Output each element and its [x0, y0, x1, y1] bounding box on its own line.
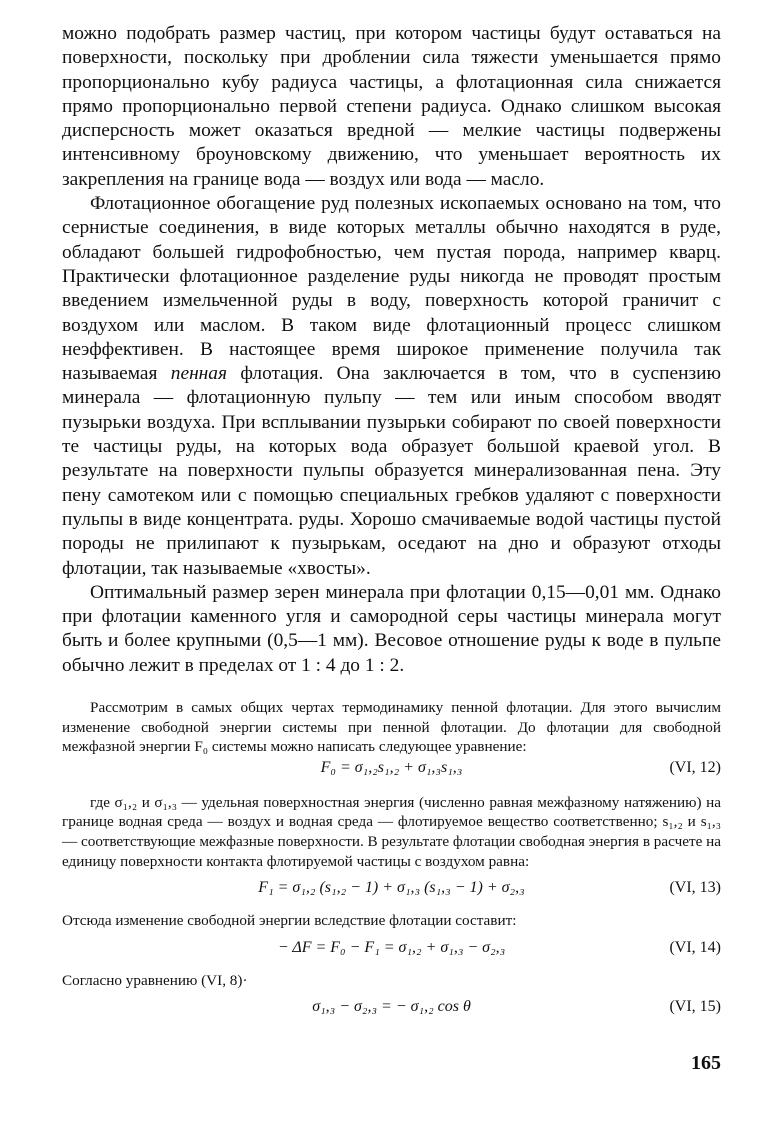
paragraph-2 [62, 192, 721, 581]
equation-vi-14-number: (VI, 14) [669, 938, 721, 956]
equation-vi-12-number: (VI, 12) [669, 758, 721, 776]
page-body [62, 22, 721, 1024]
paragraph-1: можно подобрать размер частиц, при котором частицы будут оставаться на поверхности, поскольку при дроблении сила тяжести уменьшается прямо пропорционально кубу радиуса частицы, а флотационная сила снижается прямо пропорционально первой степени радиуса. Однако слишком высокая дисперсность может оказаться вредной — мелкие частицы подвержены интенсивному броуновскому движению, что уменьшает вероятность их закрепления на границе вода — воздух или вода — масло. [62, 23, 721, 190]
small-print-section [62, 698, 721, 1024]
equation-vi-15-number: (VI, 15) [669, 998, 721, 1016]
equation-vi-13-expr: F₁ = σ₁,₂ (s₁,₂ − 1) + σ₁,₃ (s₁,₃ − 1) + σ₂,₃ [258, 879, 525, 897]
equation-vi-15 [62, 990, 721, 1024]
small-paragraph-3: Отсюда изменение свободной энергии вследствие флотации составит: [62, 912, 517, 930]
equation-vi-14 [62, 931, 721, 965]
equation-vi-14-expr: − ΔF = F₀ − F₁ = σ₁,₂ + σ₁,₃ − σ₂,₃ [277, 938, 506, 956]
equation-vi-15-expr: σ₁,₃ − σ₂,₃ = − σ₁,₂ cos θ [312, 998, 471, 1016]
page-number: 165 [691, 1052, 721, 1074]
small-paragraph-4: Согласно уравнению (VI, 8)· [62, 971, 248, 989]
small-paragraph-2: где σ₁,₂ и σ₁,₃ — удельная поверхностная энергия (численно равная межфазному натяжению) на границе водная среда — воздух и водная среда — флотируемое вещество соответственно; s₁,₂ и s₁,₃ — соответствующие межфазные поверхности. В результате флотации свободная энергия в расчете на единицу поверхности контакта флотируемой частицы с воздухом равна: [62, 793, 721, 870]
paragraph-2-part-b: флотация. Она заключается в том, что в суспензию минерала — флотационную пульпу — тем или иным способом вводят пузырьки воздуха. При всплывании пузырьки собирают по своей поверхности те частицы руды, на которых вода образует большой краевой угол. В результате на поверхности пульпы образуется минерализованная пена. Эту пену самотеком или с помощью специальных гребков удаляют с поверхности пульпы в виде концентрата. руды. Хорошо смачиваемые водой частицы пустой породы не прилипают к пузырькам, оседают на дно и образуют отходы флотации, так называемые «хвосты». [62, 363, 721, 579]
equation-vi-13-number: (VI, 13) [669, 879, 721, 897]
equation-vi-13 [62, 871, 721, 905]
paragraph-3: Оптимальный размер зерен минерала при флотации 0,15—0,01 мм. Однако при флотации каменного угля и самородной серы частицы минерала могут быть и более крупными (0,5—1 мм). Весовое отношение руды к воде в пульпе обычно лежит в пределах от 1 : 4 до 1 : 2. [62, 581, 721, 676]
equation-vi-12-expr: F₀ = σ₁,₂s₁,₂ + σ₁,₃s₁,₃ [320, 758, 463, 776]
paragraph-2-part-a: Флотационное обогащение руд полезных ископаемых основано на том, что сернистые соединения, в виде которых металлы обычно находятся в руде, обладают большей гидрофобностью, чем пустая порода, например кварц. Практически флотационное разделение руды никогда не проводят простым введением измельченной руды в воду, поверхность которой граничит с воздухом или маслом. В таком виде флотационный процесс слишком неэффективен. В настоящее время широкое применение получила так называемая [62, 193, 721, 385]
small-paragraph-1: Рассмотрим в самых общих чертах термодинамику пенной флотации. Для этого вычислим изменение свободной энергии системы при пенной флотации. До флотации для свободной межфазной энергии F₀ системы можно написать следующее уравнение: [62, 699, 721, 756]
emphasis-pennaya: пенная [170, 363, 228, 385]
equation-vi-12 [62, 757, 721, 783]
